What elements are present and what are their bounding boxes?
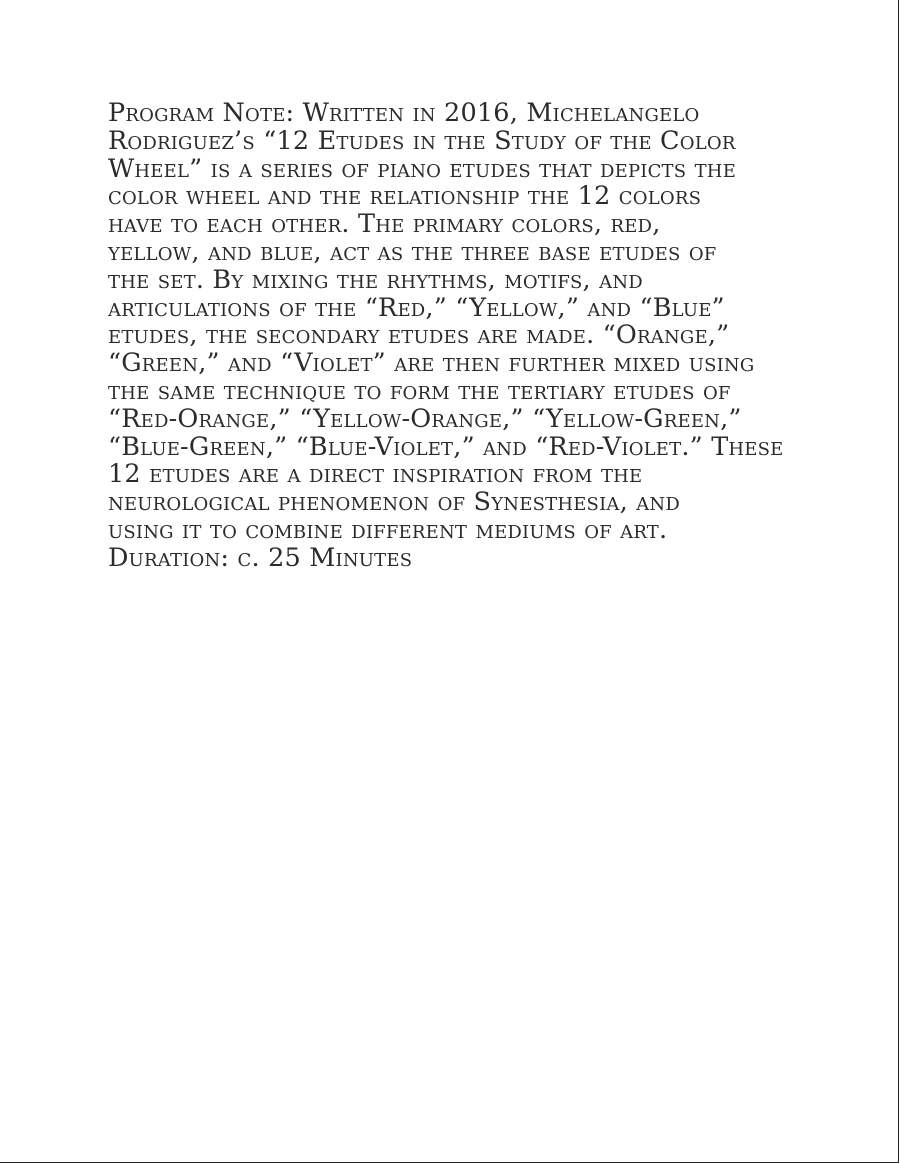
program-note-line: using it to combine different mediums of art. <box>108 514 668 545</box>
program-note-line: color wheel and the relationship the 12 colors <box>108 181 702 212</box>
program-note-line: articulations of the “Red,” “Yellow,” and “Blue” <box>108 292 725 323</box>
program-note-line: yellow, and blue, act as the three base etudes of <box>108 236 717 267</box>
program-note-line: 12 etudes are a direct inspiration from the <box>108 459 643 490</box>
program-note-line: “Blue-Green,” “Blue-Violet,” and “Red-Violet.” These <box>108 431 784 462</box>
duration-line: Duration: c. 25 Minutes <box>108 542 413 573</box>
program-note-line: have to each other. The primary colors, red, <box>108 209 661 240</box>
program-note-line: the set. By mixing the rhythms, motifs, and <box>108 264 643 295</box>
program-note-line: the same technique to form the tertiary etudes of <box>108 375 731 406</box>
program-note-line: Rodriguez’s “12 Etudes in the Study of the Color <box>108 125 736 156</box>
program-note-line: “Red-Orange,” “Yellow-Orange,” “Yellow-Green,” <box>108 403 742 434</box>
program-note-line: Program Note: Written in 2016, Michelangelo <box>108 98 700 128</box>
program-note-line: neurological phenomenon of Synesthesia, and <box>108 487 680 518</box>
program-note-line: “Green,” and “Violet” are then further mixed using <box>108 348 755 379</box>
program-note-line: etudes, the secondary etudes are made. “Orange,” <box>108 320 730 351</box>
program-note-line: Wheel” is a series of piano etudes that depicts the <box>108 153 737 184</box>
program-note <box>108 100 808 573</box>
